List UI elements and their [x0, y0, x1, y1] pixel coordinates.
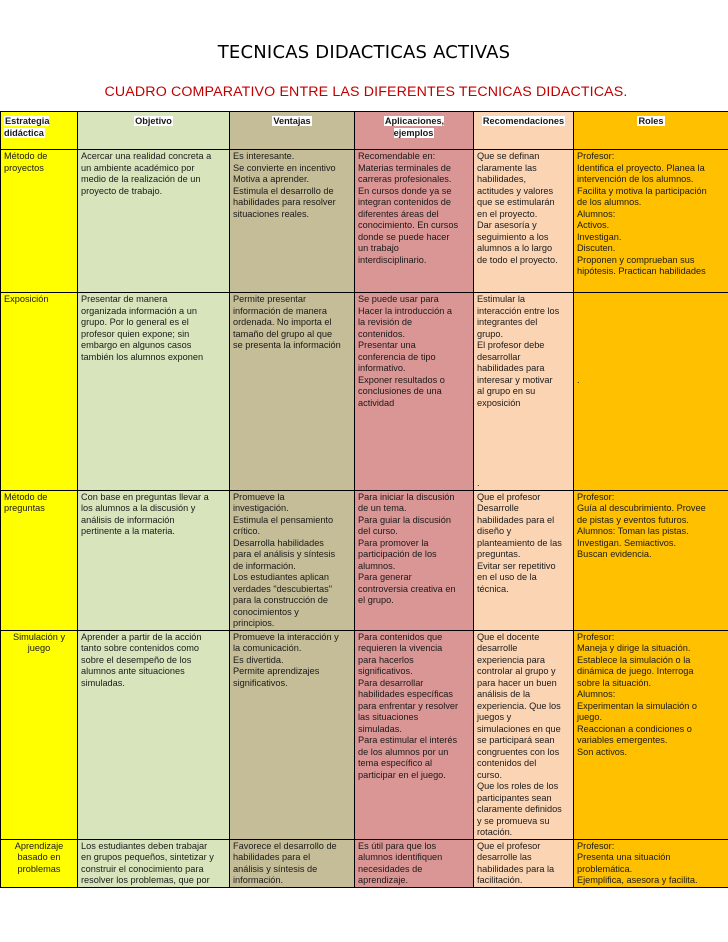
- cell-ventajas: Promueve la investigación. Estimula el pensamiento crítico. Desarrolla habilidades para el análisis y síntesis de información. Los estudiantes aplican verdades "descubiertas" para la construcción de conocimientos y principios.: [230, 490, 355, 630]
- header-objetivo: Objetivo: [78, 112, 230, 150]
- cell-aplicaciones: Se puede usar para Hacer la introducción a la revisión de contenidos. Presentar una conferencia de tipo informativo. Exponer resultados o conclusiones de una actividad: [355, 293, 474, 491]
- cell-roles: Profesor: Guía al descubrimiento. Provee de pistas y eventos futuros. Alumnos: Toman las pistas. Investigan. Semiactivos. Buscan evidencia.: [574, 490, 728, 630]
- table-row: [1, 293, 728, 491]
- cell-ventajas: Promueve la interacción y la comunicación. Es divertida. Permite aprendizajes significativos.: [230, 630, 355, 839]
- cell-ventajas: Permite presentar información de manera ordenada. No importa el tamaño del grupo al que se presenta la información: [230, 293, 355, 491]
- cell-ventajas: Favorece el desarrollo de habilidades para el análisis y síntesis de información.: [230, 839, 355, 887]
- document-subtitle: CUADRO COMPARATIVO ENTRE LAS DIFERENTES TECNICAS DIDACTICAS.: [104, 84, 628, 100]
- cell-recomendaciones: Estimular la interacción entre los integrantes del grupo. El profesor debe desarrollar habilidades para interesar y motivar al grupo en su exposición .: [474, 293, 574, 491]
- table-row: [1, 839, 728, 887]
- document-title: TECNICAS DIDACTICAS ACTIVAS: [217, 42, 511, 63]
- cell-roles: .: [574, 293, 728, 491]
- cell-recomendaciones: Que el profesor desarrolle las habilidades para la facilitación.: [474, 839, 574, 887]
- header-roles: Roles: [574, 112, 728, 150]
- cell-estrategia: Método de proyectos: [1, 150, 78, 293]
- comparison-table: [0, 111, 728, 888]
- cell-aplicaciones: Para iniciar la discusión de un tema. Para guiar la discusión del curso. Para promover la participación de los alumnos. Para generar controversia creativa en el grupo.: [355, 490, 474, 630]
- cell-estrategia: Aprendizaje basado en problemas: [1, 839, 78, 887]
- cell-objetivo: Presentar de manera organizada información a un grupo. Por lo general es el profesor quien expone; sin embargo en algunos casos también los alumnos exponen: [78, 293, 230, 491]
- header-recomendaciones: Recomendaciones: [474, 112, 574, 150]
- cell-recomendaciones: Que el profesor Desarrolle habilidades para el diseño y planteamiento de las preguntas. Evitar ser repetitivo en el uso de la técnica.: [474, 490, 574, 630]
- cell-aplicaciones: Recomendable en: Materias terminales de carreras profesionales. En cursos donde ya se integran contenidos de diferentes áreas del conocimiento. En cursos donde se puede hacer un trabajo interdisciplinario.: [355, 150, 474, 293]
- header-estrategia: Estrategia didáctica: [1, 112, 78, 150]
- header-ventajas: Ventajas: [230, 112, 355, 150]
- cell-objetivo: Aprender a partir de la acción tanto sobre contenidos como sobre el desempeño de los alumnos ante situaciones simuladas.: [78, 630, 230, 839]
- cell-roles: Profesor: Presenta una situación problemática. Ejemplifica, asesora y facilita.: [574, 839, 728, 887]
- cell-roles: Profesor: Identifica el proyecto. Planea la intervención de los alumnos. Facilita y motiva la participación de los alumnos. Alumnos: Activos. Investigan. Discuten. Proponen y comprueban sus hipótesis. Practican habilidades: [574, 150, 728, 293]
- table-row: [1, 490, 728, 630]
- table-header-row: [1, 112, 728, 150]
- table-row: [1, 150, 728, 293]
- cell-recomendaciones: Que el docente desarrolle experiencia para controlar al grupo y para hacer un buen análisis de la experiencia. Que los juegos y simulaciones en que se participará sean congruentes con los contenidos del curso. Que los roles de los participantes sean claramente definidos y se promueva su rotación.: [474, 630, 574, 839]
- cell-estrategia: Simulación y juego: [1, 630, 78, 839]
- cell-estrategia: Método de preguntas: [1, 490, 78, 630]
- cell-ventajas: Es interesante. Se convierte en incentivo Motiva a aprender. Estimula el desarrollo de habilidades para resolver situaciones reales.: [230, 150, 355, 293]
- cell-aplicaciones: Para contenidos que requieren la vivencia para hacerlos significativos. Para desarrollar habilidades específicas para enfrentar y resolver las situaciones simuladas. Para estimular el interés de los alumnos por un tema específico al participar en el juego.: [355, 630, 474, 839]
- cell-objetivo: Acercar una realidad concreta a un ambiente académico por medio de la realización de un proyecto de trabajo.: [78, 150, 230, 293]
- cell-estrategia: Exposición: [1, 293, 78, 491]
- cell-recomendaciones: Que se definan claramente las habilidades, actitudes y valores que se estimularán en el proyecto. Dar asesoría y seguimiento a los alumnos a lo largo de todo el proyecto.: [474, 150, 574, 293]
- cell-aplicaciones: Es útil para que los alumnos identifiquen necesidades de aprendizaje.: [355, 839, 474, 887]
- table-row: [1, 630, 728, 839]
- cell-roles: Profesor: Maneja y dirige la situación. Establece la simulación o la dinámica de juego. Interroga sobre la situación. Alumnos: Experimentan la simulación o juego. Reaccionan a condiciones o variables emergentes. Son activos.: [574, 630, 728, 839]
- cell-objetivo: Con base en preguntas llevar a los alumnos a la discusión y análisis de información pertinente a la materia.: [78, 490, 230, 630]
- header-aplicaciones: Aplicaciones, ejemplos: [355, 112, 474, 150]
- cell-objetivo: Los estudiantes deben trabajar en grupos pequeños, sintetizar y construir el conocimiento para resolver los problemas, que por: [78, 839, 230, 887]
